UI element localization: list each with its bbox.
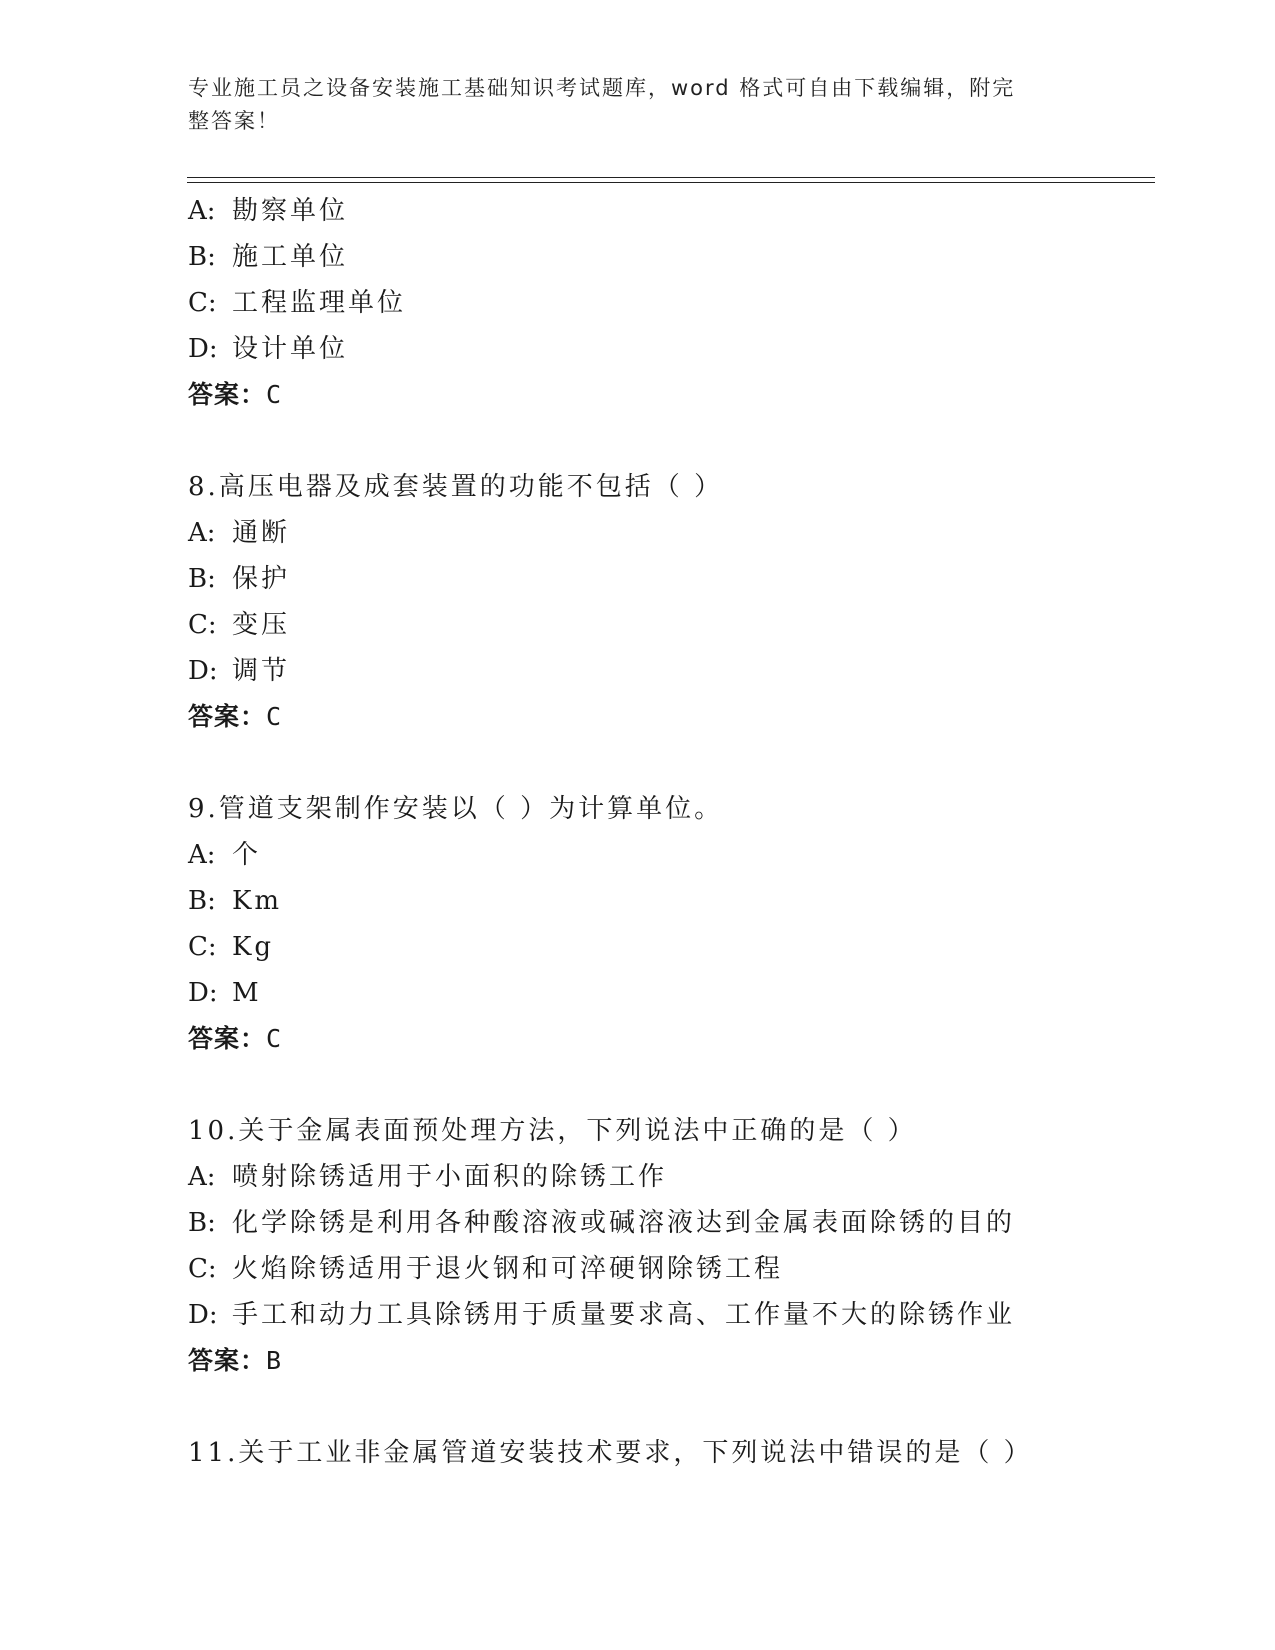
- header-line-2: 整答案！: [188, 109, 280, 133]
- option-c: [188, 602, 1148, 648]
- option-letter: B:: [188, 242, 216, 272]
- question-8-block: [188, 464, 1148, 740]
- option-letter: D:: [188, 978, 218, 1008]
- question-11-block: [188, 1430, 1148, 1476]
- option-text: 喷射除锈适用于小面积的除锈工作: [232, 1162, 668, 1192]
- option-letter: D:: [188, 656, 218, 686]
- header-divider-top: [187, 177, 1155, 178]
- option-letter: A:: [188, 840, 216, 870]
- option-b: [188, 1200, 1148, 1246]
- option-text: 勘察单位: [232, 196, 349, 226]
- option-letter: C:: [188, 932, 217, 962]
- answer-value: C: [266, 702, 283, 731]
- option-letter: C:: [188, 288, 217, 318]
- question-list: [188, 188, 1148, 1476]
- option-letter: A:: [188, 518, 216, 548]
- option-b: [188, 556, 1148, 602]
- option-text: 调节: [232, 656, 291, 686]
- answer-label: 答案：: [188, 1024, 267, 1053]
- option-d: [188, 970, 1148, 1016]
- option-text: 设计单位: [232, 334, 349, 364]
- option-letter: B:: [188, 564, 216, 594]
- header-line-1: 专业施工员之设备安装施工基础知识考试题库，word 格式可自由下载编辑，附完: [188, 76, 1016, 100]
- question-spacer: [188, 1384, 1148, 1430]
- question-spacer: [188, 418, 1148, 464]
- option-d: [188, 648, 1148, 694]
- option-text: 施工单位: [232, 242, 349, 272]
- question-spacer: [188, 740, 1148, 786]
- answer-value: C: [266, 1024, 283, 1053]
- answer-line: [188, 1016, 1148, 1062]
- option-a: [188, 188, 1148, 234]
- option-c: [188, 1246, 1148, 1292]
- question-7-block: [188, 188, 1148, 418]
- question-10-block: [188, 1108, 1148, 1384]
- option-letter: C:: [188, 1254, 217, 1284]
- option-letter: A:: [188, 196, 216, 226]
- answer-label: 答案：: [188, 702, 267, 731]
- answer-line: [188, 694, 1148, 740]
- option-text: 保护: [232, 564, 291, 594]
- option-b: [188, 878, 1148, 924]
- option-text: 火焰除锈适用于退火钢和可淬硬钢除锈工程: [232, 1254, 784, 1284]
- option-text: 个: [232, 840, 262, 870]
- answer-value: B: [266, 1346, 283, 1375]
- option-letter: B:: [188, 1208, 216, 1238]
- option-text: 工程监理单位: [232, 288, 407, 318]
- answer-label: 答案：: [188, 1346, 267, 1375]
- answer-value: C: [266, 380, 283, 409]
- option-text: 变压: [232, 610, 291, 640]
- question-title: 10.关于金属表面预处理方法，下列说法中正确的是（ ）: [188, 1116, 917, 1146]
- option-text: 通断: [232, 518, 291, 548]
- answer-label: 答案：: [188, 380, 267, 409]
- option-letter: A:: [188, 1162, 216, 1192]
- option-c: [188, 280, 1148, 326]
- header-divider-bottom: [187, 182, 1155, 183]
- option-text: 手工和动力工具除锈用于质量要求高、工作量不大的除锈作业: [232, 1300, 1016, 1330]
- option-letter: D:: [188, 1300, 218, 1330]
- answer-line: [188, 372, 1148, 418]
- question-9-block: [188, 786, 1148, 1062]
- option-a: [188, 1154, 1148, 1200]
- question-title: 8.高压电器及成套装置的功能不包括（ ）: [188, 472, 724, 502]
- question-spacer: [188, 1062, 1148, 1108]
- option-a: [188, 832, 1148, 878]
- answer-line: [188, 1338, 1148, 1384]
- question-title: 11.关于工业非金属管道安装技术要求，下列说法中错误的是（ ）: [188, 1438, 1033, 1468]
- option-d: [188, 1292, 1148, 1338]
- question-title: 9.管道支架制作安装以（ ）为计算单位。: [188, 794, 724, 824]
- option-d: [188, 326, 1148, 372]
- option-text: Km: [232, 886, 283, 916]
- option-b: [188, 234, 1148, 280]
- option-letter: D:: [188, 334, 218, 364]
- option-text: M: [232, 978, 262, 1008]
- option-text: Kg: [232, 932, 275, 962]
- option-text: 化学除锈是利用各种酸溶液或碱溶液达到金属表面除锈的目的: [232, 1208, 1016, 1238]
- document-header: [188, 72, 1068, 138]
- option-c: [188, 924, 1148, 970]
- option-a: [188, 510, 1148, 556]
- option-letter: C:: [188, 610, 217, 640]
- option-letter: B:: [188, 886, 216, 916]
